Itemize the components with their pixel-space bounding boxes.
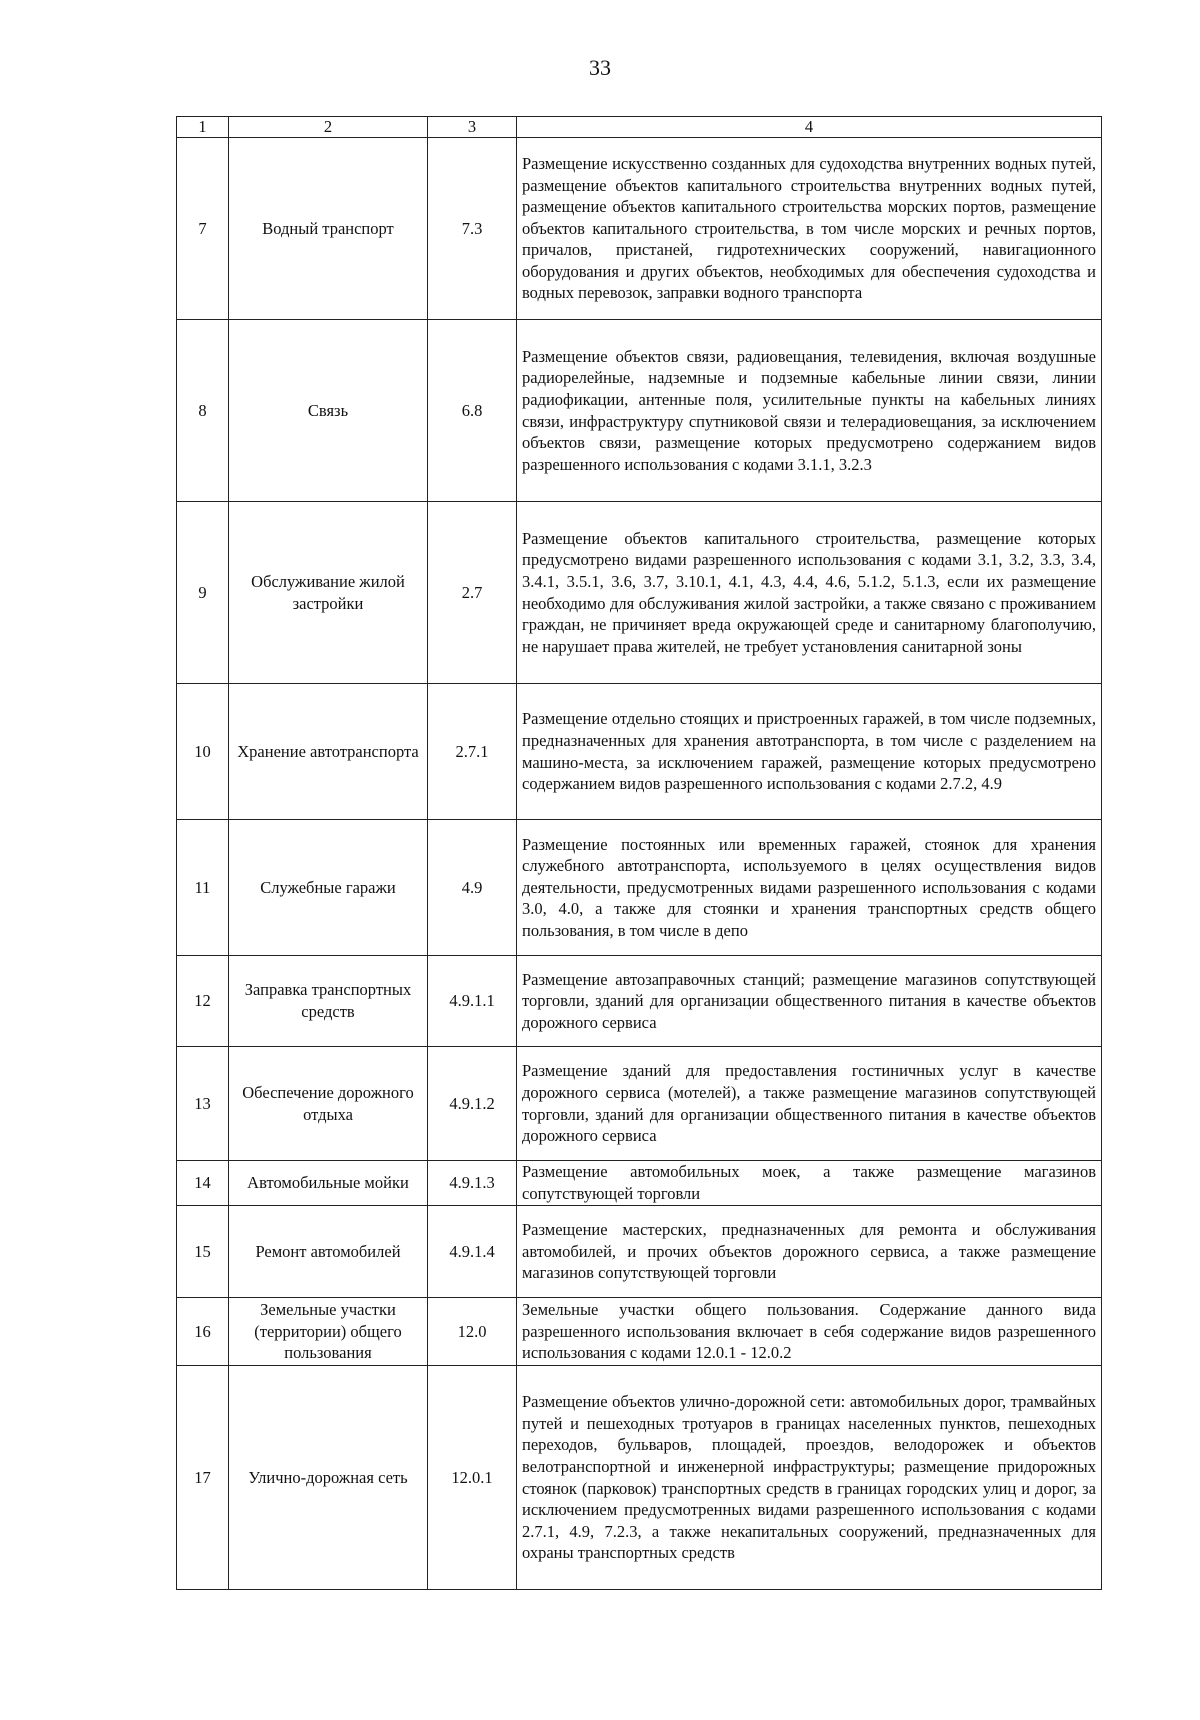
header-col-1: 1 [177, 117, 229, 138]
use-code: 12.0.1 [428, 1366, 517, 1590]
table-row [177, 320, 1102, 502]
table-row [177, 1047, 1102, 1161]
use-code: 4.9.1.3 [428, 1161, 517, 1206]
header-col-2: 2 [229, 117, 428, 138]
row-number: 15 [177, 1206, 229, 1298]
header-col-3: 3 [428, 117, 517, 138]
table-row [177, 820, 1102, 956]
table-row [177, 684, 1102, 820]
table-row [177, 1206, 1102, 1298]
use-description: Размещение отдельно стоящих и пристроенных гаражей, в том числе подземных, предназначенных для хранения автотранспорта, в том числе с разделением на машино-места, за исключением гаражей, размещение которых предусмотрено содержанием видов разрешенного использования с кодами 2.7.2, 4.9 [517, 684, 1102, 820]
use-name: Ремонт автомобилей [229, 1206, 428, 1298]
row-number: 9 [177, 502, 229, 684]
table-row [177, 1366, 1102, 1590]
use-name: Служебные гаражи [229, 820, 428, 956]
row-number: 16 [177, 1298, 229, 1366]
page-number: 33 [589, 55, 611, 80]
use-description: Размещение мастерских, предназначенных для ремонта и обслуживания автомобилей, и прочих объектов дорожного сервиса, а также размещение магазинов сопутствующей торговли [517, 1206, 1102, 1298]
row-number: 7 [177, 138, 229, 320]
header-col-4: 4 [517, 117, 1102, 138]
row-number: 12 [177, 956, 229, 1047]
use-code: 4.9 [428, 820, 517, 956]
table-row [177, 502, 1102, 684]
row-number: 10 [177, 684, 229, 820]
table-row [177, 1161, 1102, 1206]
use-description: Размещение зданий для предоставления гостиничных услуг в качестве дорожного сервиса (мотелей), а также размещение магазинов сопутствующей торговли, зданий для организации общественного питания в качестве объектов дорожного сервиса [517, 1047, 1102, 1161]
use-code: 12.0 [428, 1298, 517, 1366]
use-name: Заправка транспортных средств [229, 956, 428, 1047]
use-name: Земельные участки (территории) общего пользования [229, 1298, 428, 1366]
row-number: 14 [177, 1161, 229, 1206]
use-description: Размещение объектов капитального строительства, размещение которых предусмотрено видами разрешенного использования с кодами 3.1, 3.2, 3.3, 3.4, 3.4.1, 3.5.1, 3.6, 3.7, 3.10.1, 4.1, 4.3, 4.4, 4.6, 5.1.2, 5.1.3, если их размещение необходимо для обслуживания жилой застройки, а также связано с проживанием граждан, не причиняет вреда окружающей среде и санитарному благополучию, не нарушает права жителей, не требует установления санитарной зоны [517, 502, 1102, 684]
table-row [177, 956, 1102, 1047]
use-code: 2.7 [428, 502, 517, 684]
land-use-table [176, 116, 1102, 1590]
use-code: 7.3 [428, 138, 517, 320]
use-name: Связь [229, 320, 428, 502]
use-code: 2.7.1 [428, 684, 517, 820]
use-description: Размещение объектов связи, радиовещания, телевидения, включая воздушные радиорелейные, надземные и подземные кабельные линии связи, линии радиофикации, антенные поля, усилительные пункты на кабельных линиях связи, инфраструктуру спутниковой связи и телерадиовещания, за исключением объектов связи, размещение которых предусмотрено содержанием видов разрешенного использования с кодами 3.1.1, 3.2.3 [517, 320, 1102, 502]
use-description: Размещение постоянных или временных гаражей, стоянок для хранения служебного автотранспорта, используемого в целях осуществления видов деятельности, предусмотренных видами разрешенного использования с кодами 3.0, 4.0, а также для стоянки и хранения транспортных средств общего пользования, в том числе в депо [517, 820, 1102, 956]
row-number: 8 [177, 320, 229, 502]
use-description: Размещение автозаправочных станций; размещение магазинов сопутствующей торговли, зданий для организации общественного питания в качестве объектов дорожного сервиса [517, 956, 1102, 1047]
use-description: Земельные участки общего пользования. Содержание данного вида разрешенного использования включает в себя содержание видов разрешенного использования с кодами 12.0.1 - 12.0.2 [517, 1298, 1102, 1366]
use-code: 6.8 [428, 320, 517, 502]
use-name: Хранение автотранспорта [229, 684, 428, 820]
use-name: Обеспечение дорожного отдыха [229, 1047, 428, 1161]
use-name: Улично-дорожная сеть [229, 1366, 428, 1590]
table-row [177, 1298, 1102, 1366]
use-code: 4.9.1.2 [428, 1047, 517, 1161]
use-name: Обслуживание жилой застройки [229, 502, 428, 684]
row-number: 13 [177, 1047, 229, 1161]
use-description: Размещение автомобильных моек, а также размещение магазинов сопутствующей торговли [517, 1161, 1102, 1206]
use-name: Водный транспорт [229, 138, 428, 320]
use-description: Размещение объектов улично-дорожной сети: автомобильных дорог, трамвайных путей и пешеходных тротуаров в границах населенных пунктов, пешеходных переходов, бульваров, площадей, проездов, велодорожек и объектов велотранспортной и инженерной инфраструктуры; размещение придорожных стоянок (парковок) транспортных средств в границах городских улиц и дорог, за исключением предусмотренных видами разрешенного использования с кодами 2.7.1, 4.9, 7.2.3, а также некапитальных сооружений, предназначенных для охраны транспортных средств [517, 1366, 1102, 1590]
use-description: Размещение искусственно созданных для судоходства внутренних водных путей, размещение объектов капитального строительства внутренних водных путей, размещение объектов капитального строительства морских портов, размещение объектов капитального строительства, в том числе морских и речных портов, причалов, пристаней, гидротехнических сооружений, навигационного оборудования и других объектов, необходимых для обеспечения судоходства и водных перевозок, заправки водного транспорта [517, 138, 1102, 320]
row-number: 17 [177, 1366, 229, 1590]
use-name: Автомобильные мойки [229, 1161, 428, 1206]
header-row [177, 117, 1102, 138]
use-code: 4.9.1.4 [428, 1206, 517, 1298]
table-row [177, 138, 1102, 320]
use-code: 4.9.1.1 [428, 956, 517, 1047]
row-number: 11 [177, 820, 229, 956]
